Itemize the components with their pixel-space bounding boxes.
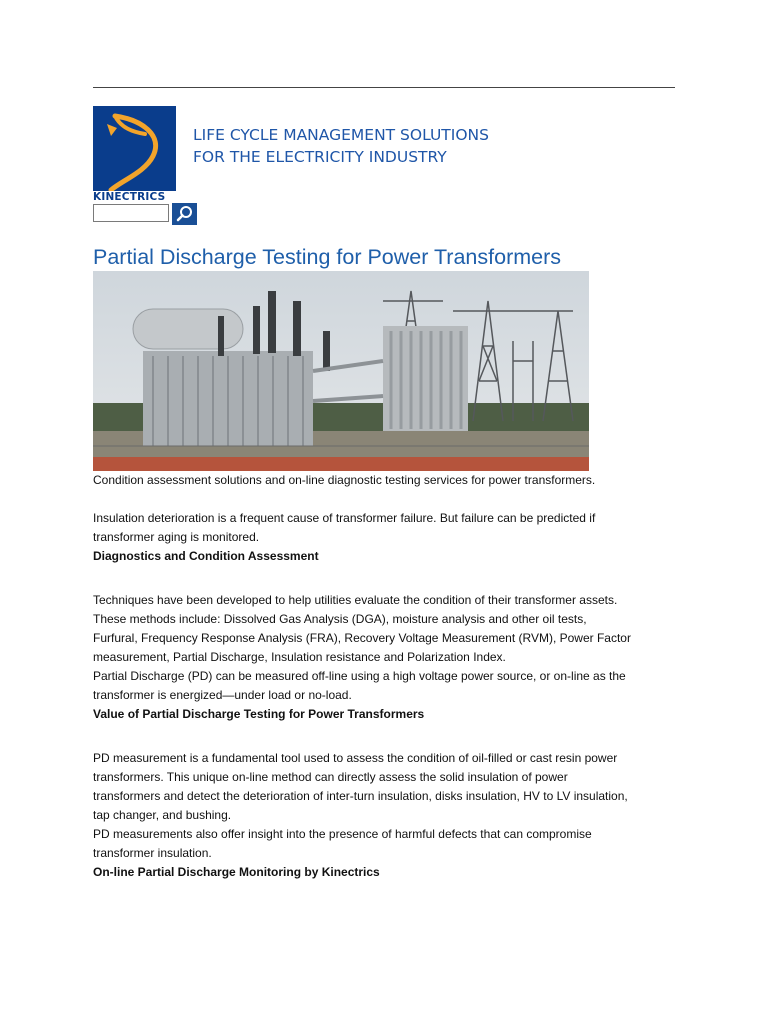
paragraph-line: measurement, Partial Discharge, Insulation resistance and Polarization Index.	[93, 650, 506, 664]
search-icon	[172, 203, 197, 225]
kinectrics-logo[interactable]	[93, 106, 176, 203]
logo-wordmark: KINECTRICS	[93, 191, 176, 203]
header-tagline	[193, 124, 489, 168]
paragraph-line: Partial Discharge (PD) can be measured off-line using a high voltage power source, or on-line as the	[93, 669, 626, 683]
page-title: Partial Discharge Testing for Power Transformers	[93, 245, 562, 269]
tagline-line-1: LIFE CYCLE MANAGEMENT SOLUTIONS	[193, 126, 489, 144]
article-body	[93, 471, 693, 882]
value-paragraph	[93, 749, 693, 863]
transformer-photo	[93, 271, 589, 471]
diagnostics-paragraph	[93, 591, 693, 705]
paragraph-line: Techniques have been developed to help utilities evaluate the condition of their transformer assets.	[93, 593, 618, 607]
paragraph-line: transformer insulation.	[93, 846, 212, 860]
substation-image	[93, 271, 589, 471]
logo-swoosh-icon	[93, 106, 176, 192]
paragraph-line: PD measurements also offer insight into the presence of harmful defects that can compromise	[93, 827, 592, 841]
paragraph-line: Furfural, Frequency Response Analysis (FRA), Recovery Voltage Measurement (RVM), Power Factor	[93, 631, 631, 645]
intro-line: transformer aging is monitored.	[93, 530, 260, 544]
paragraph-line: transformer is energized—under load or no-load.	[93, 688, 352, 702]
site-header	[93, 106, 573, 230]
paragraph-line: transformers. This unique on-line method can directly assess the solid insulation of power	[93, 770, 568, 784]
paragraph-line: These methods include: Dissolved Gas Analysis (DGA), moisture analysis and other oil tests,	[93, 612, 587, 626]
intro-paragraph	[93, 509, 693, 547]
paragraph-line: tap changer, and bushing.	[93, 808, 232, 822]
section-heading-value: Value of Partial Discharge Testing for Power Transformers	[93, 707, 425, 721]
search-button[interactable]	[172, 203, 197, 225]
section-heading-diagnostics: Diagnostics and Condition Assessment	[93, 549, 319, 563]
tagline-line-2: FOR THE ELECTRICITY INDUSTRY	[193, 148, 447, 166]
paragraph-line: PD measurement is a fundamental tool used to assess the condition of oil-filled or cast resin power	[93, 751, 618, 765]
section-heading-monitoring: On-line Partial Discharge Monitoring by Kinectrics	[93, 865, 380, 879]
image-caption: Condition assessment solutions and on-line diagnostic testing services for power transformers.	[93, 473, 596, 487]
intro-line: Insulation deterioration is a frequent cause of transformer failure. But failure can be predicted if	[93, 511, 596, 525]
top-divider	[93, 87, 675, 88]
search-form	[93, 203, 197, 225]
search-input[interactable]	[93, 204, 169, 222]
paragraph-line: transformers and detect the deterioration of inter-turn insulation, disks insulation, HV to LV insulation,	[93, 789, 628, 803]
